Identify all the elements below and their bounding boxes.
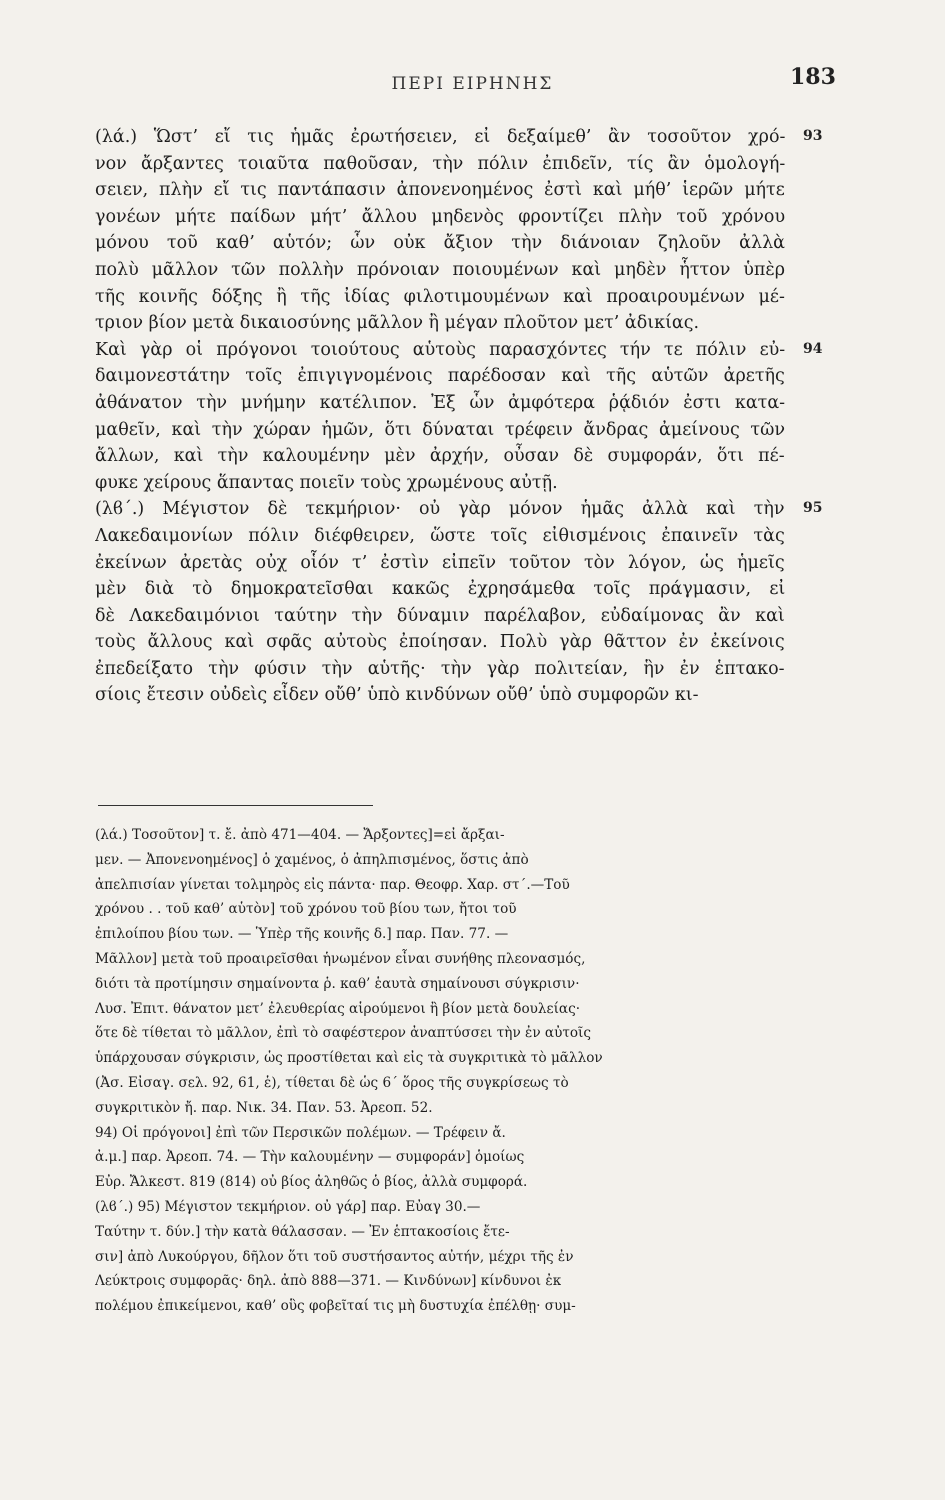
footnote-line: ὑπάρχουσαν σύγκρισιν, ὡς προστίθεται καὶ εἰς τὰ συγκριτικὰ τὸ μᾶλλον [95,1050,603,1067]
text-line [95,124,785,151]
footnote-line: ἀπελπισίαν γίνεται τολμηρὸς εἰς πάντα· παρ. Θεοφρ. Χαρ. στ΄.—Τοῦ [95,876,570,893]
text-line-content: μαθεῖν, καὶ τὴν χώραν ἡμῶν, ὅτι δύναται τρέφειν ἄνδρας ἀμείνους τῶν [95,419,785,440]
footnote-line: σιν] ἀπὸ Λυκούργου, δῆλον ὅτι τοῦ συστήσαντος αὐτήν, μέχρι τῆς ἐν [95,1248,574,1265]
text-line [95,576,785,603]
footnote-line: πολέμου ἐπικείμενοι, καθ’ οὓς φοβεῖταί τις μὴ δυστυχία ἐπέλθῃ· συμ- [95,1298,576,1315]
text-line-content: μὲν διὰ τὸ δημοκρατεῖσθαι κακῶς ἐχρησάμεθα τοῖς πράγμασιν, εἰ [95,579,785,600]
text-line-content: γονέων μήτε παίδων μήτ’ ἄλλου μηδενὸς φροντίζει πλὴν τοῦ χρόνου [95,206,785,227]
text-line-content: τοὺς ἄλλους καὶ σφᾶς αὐτοὺς ἐποίησαν. Πολὺ γὰρ θᾶττον ἐν ἐκείνοις [95,632,785,653]
text-line-content: μόνου τοῦ καθ’ αὑτόν; ὧν οὐκ ἄξιον τὴν διάνοιαν ζηλοῦν ἀλλὰ [95,233,785,254]
text-line [95,417,785,444]
text-line-content: πολὺ μᾶλλον τῶν πολλὴν πρόνοιαν ποιουμένων καὶ μηδὲν ἧττον ὑπὲρ [95,259,785,280]
text-line-content: ἀθάνατον τὴν μνήμην κατέλιπον. Ἐξ ὧν ἀμφότερα ῥᾴδιόν ἐστι κατα- [95,392,785,413]
text-line-content: σειεν, πλὴν εἴ τις παντάπασιν ἀπονενοημένος ἐστὶ καὶ μήθ’ ἱερῶν μήτε [95,180,785,201]
main-text [95,124,785,709]
text-line [95,629,785,656]
text-line [95,470,785,497]
footnote-line: (Ἀσ. Εἰσαγ. σελ. 92, 61, ἑ), τίθεται δὲ ὡς 6΄ ὅρος τῆς συγκρίσεως τὸ [95,1074,569,1091]
text-line-content: τῆς κοινῆς δόξης ἢ τῆς ἰδίας φιλοτιμουμένων καὶ προαιρουμένων μέ- [95,286,785,307]
text-line [95,656,785,683]
text-line-content: φυκε χείρους ἅπαντας ποιεῖν τοὺς χρωμένους αὐτῇ. [95,472,558,493]
margin-number: 95 [803,500,823,517]
text-line-content: ἐπεδείξατο τὴν φύσιν τὴν αὑτῆς· τὴν γὰρ πολιτείαν, ἣν ἐν ἑπτακο- [95,658,785,679]
footnote-line: χρόνου . . τοῦ καθ’ αὑτὸν] τοῦ χρόνου τοῦ βίου των, ἤτοι τοῦ [95,901,517,918]
text-line-content: (λϐ΄.) Μέγιστον δὲ τεκμήριον· οὐ γὰρ μόνον ἡμᾶς ἀλλὰ καὶ τὴν [95,499,785,520]
footnote-line: μεν. — Ἀπονενοημένος] ὁ χαμένος, ὁ ἀπηλπισμένος, ὅστις ἀπὸ [95,851,529,868]
text-line-content: δὲ Λακεδαιμόνιοι ταύτην τὴν δύναμιν παρέλαβον, εὐδαίμονας ἂν καὶ [95,605,785,626]
text-line-content: ἐκείνων ἀρετὰς οὐχ οἷόν τ’ ἐστὶν εἰπεῖν τοῦτον τὸν λόγον, ὡς ἡμεῖς [95,552,785,573]
text-line-content: (λά.) Ὥστ’ εἴ τις ἡμᾶς ἐρωτήσειεν, εἰ δεξαίμεθ’ ἂν τοσοῦτον χρό- [95,127,785,147]
text-line-content: δαιμονεστάτην τοῖς ἐπιγιγνομένοις παρέδοσαν καὶ τῆς αὑτῶν ἀρετῆς [95,366,785,387]
footnote-line: Εὐρ. Ἄλκεστ. 819 (814) οὐ βίος ἀληθῶς ὁ βίος, ἀλλὰ συμφορά. [95,1174,528,1191]
footnote-line: ἐπιλοίπου βίου των. — Ὑπὲρ τῆς κοινῆς δ.] παρ. Παν. 77. — [95,926,509,943]
margin-number: 94 [803,340,823,357]
footnote-line: Μᾶλλον] μετὰ τοῦ προαιρεῖσθαι ἡνωμένον εἶναι συνήθης πλεονασμός, [95,950,586,967]
footnote-line: διότι τὰ προτίμησιν σημαίνοντα ῥ. καθ’ ἑαυτὰ σημαίνουσι σύγκρισιν· [95,975,580,992]
text-line [95,523,785,550]
footnote-line: Ταύτην τ. δύν.] τὴν κατὰ θάλασσαν. — Ἐν ἑπτακοσίοις ἔτε- [95,1223,510,1240]
text-line [95,337,785,364]
footnote-line: ἀ.μ.] παρ. Ἀρεοπ. 74. — Τὴν καλουμένην — συμφοράν] ὁμοίως [95,1149,525,1166]
text-line-content: Καὶ γὰρ οἱ πρόγονοι τοιούτους αὑτοὺς παρασχόντες τήν τε πόλιν εὐ- [95,339,785,360]
text-line [95,603,785,630]
text-line [95,443,785,470]
running-header: ΠΕΡΙ ΕΙΡΗΝΗΣ [391,74,554,94]
text-line [95,390,785,417]
footnote-line: (λά.) Τοσοῦτον] τ. ἔ. ἀπὸ 471—404. — Ἄρξοντες]=εἰ ἄρξαι- [95,827,505,843]
text-line [95,230,785,257]
text-line [95,284,785,311]
text-line-content: Λακεδαιμονίων πόλιν διέφθειρεν, ὥστε τοῖς εἰθισμένοις ἐπαινεῖν τὰς [95,525,785,546]
text-line [95,151,785,178]
footnote-line: Λυσ. Ἐπιτ. θάνατον μετ’ ἐλευθερίας αἱρούμενοι ἢ βίον μετὰ δουλείας· [95,1000,581,1017]
text-line [95,204,785,231]
text-line-content: ἄλλων, καὶ τὴν καλουμένην μὲν ἀρχήν, οὖσαν δὲ συμφοράν, ὅτι πέ- [95,446,785,467]
footnote-line: Λεύκτροις συμφορᾶς· δηλ. ἀπὸ 888—371. — Κινδύνων] κίνδυνοι ἐκ [95,1273,562,1290]
text-line [95,550,785,577]
text-line [95,496,785,523]
text-line [95,682,785,709]
text-line-content: σίοις ἔτεσιν οὐδεὶς εἶδεν οὔθ’ ὑπὸ κινδύνων οὔθ’ ὑπὸ συμφορῶν κι- [95,685,699,706]
text-line [95,310,785,337]
footnotes [95,825,785,1321]
footnote-divider [98,805,373,806]
footnote-line: 94) Οἱ πρόγονοι] ἐπὶ τῶν Περσικῶν πολέμων. — Τρέφειν ἄ. [95,1124,506,1141]
text-line [95,257,785,284]
text-line-content: τριον βίον μετὰ δικαιοσύνης μᾶλλον ἢ μέγαν πλοῦτον μετ’ ἀδικίας. [95,313,700,334]
text-line-content: νον ἄρξαντες τοιαῦτα παθοῦσαν, τὴν πόλιν ἐπιδεῖν, τίς ἂν ὁμολογή- [95,153,785,174]
footnote-line: ὅτε δὲ τίθεται τὸ μᾶλλον, ἐπὶ τὸ σαφέστερον ἀναπτύσσει τὴν ἐν αὐτοῖς [95,1025,591,1042]
page-number: 183 [790,64,836,90]
margin-number: 93 [803,128,823,144]
text-line [95,177,785,204]
footnote-line: (λϐ΄.) 95) Μέγιστον τεκμήριον. οὐ γάρ] παρ. Εὐαγ 30.— [95,1198,481,1215]
footnote-line: συγκριτικὸν ἤ. παρ. Νικ. 34. Παν. 53. Ἀρεοπ. 52. [95,1099,433,1116]
text-line [95,363,785,390]
